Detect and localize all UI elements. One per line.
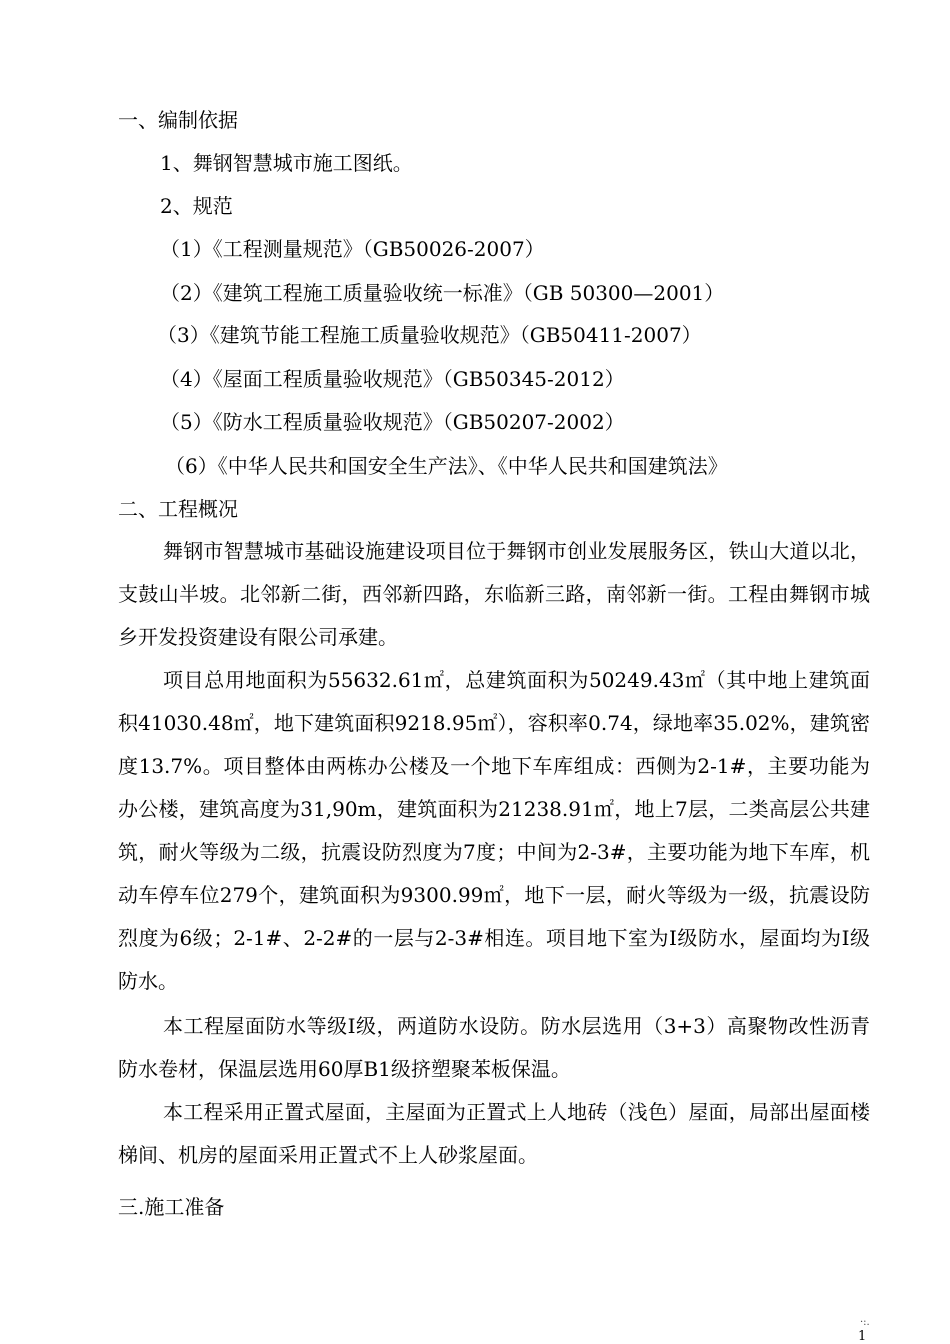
- overview-paragraph: 本工程采用正置式屋面，主屋面为正置式上人地砖（浅色）屋面，局部出屋面楼梯间、机房的屋面采用正置式不上人砂浆屋面。: [118, 1100, 870, 1167]
- section-heading-preparation: 三.施工准备: [118, 1195, 225, 1219]
- section-heading-overview: 二、工程概况: [118, 497, 238, 521]
- overview-paragraph: 舞钢市智慧城市基础设施建设项目位于舞钢市创业发展服务区，铁山大道以北，支鼓山半坡。北邻新二街，西邻新四路，东临新三路，南邻新一街。工程由舞钢市城乡开发投资建设有限公司承建。: [118, 539, 870, 649]
- norm-item: （4）《屋面工程质量验收规范》（GB50345-2012）: [160, 367, 625, 391]
- norm-item: （1）《工程测量规范》（GB50026-2007）: [160, 237, 545, 261]
- basis-item-drawings: 1、舞钢智慧城市施工图纸。: [160, 151, 413, 175]
- section-heading-basis: 一、编制依据: [118, 108, 238, 132]
- norm-item: （2）《建筑工程施工质量验收统一标准》（GB 50300—2001）: [160, 281, 725, 305]
- norm-item: （3）《建筑节能工程施工质量验收规范》（GB50411-2007）: [157, 323, 702, 347]
- page-mark: ·:.: [860, 1317, 870, 1328]
- overview-paragraph: 项目总用地面积为55632.61㎡，总建筑面积为50249.43㎡（其中地上建筑面积41030.48㎡，地下建筑面积9218.95㎡），容积率0.74，绿地率35.02%，建筑密度13.7%。项目整体由两栋办公楼及一个地下车库组成：西侧为2-1#，主要功能为办公楼，建筑高度为31,90m，建筑面积为21238.91㎡，地上7层，二类高层公共建筑，耐火等级为二级，抗震设防烈度为7度；中间为2-3#，主要功能为地下车库，机动车停车位279个，建筑面积为9300.99㎡，地下一层，耐火等级为一级，抗震设防烈度为6级；2-1#、2-2#的一层与2-3#相连。项目地下室为Ⅰ级防水，屋面均为Ⅰ级防水。: [118, 668, 870, 993]
- overview-paragraph: 本工程屋面防水等级Ⅰ级，两道防水设防。防水层选用（3+3）高聚物改性沥青防水卷材，保温层选用60厚B1级挤塑聚苯板保温。: [118, 1014, 870, 1081]
- page-number: 1: [858, 1329, 867, 1344]
- norm-item: （5）《防水工程质量验收规范》（GB50207-2002）: [160, 410, 625, 434]
- basis-item-norms: 2、规范: [160, 194, 233, 218]
- norm-item: （6）《中华人民共和国安全生产法》、《中华人民共和国建筑法》: [165, 454, 728, 478]
